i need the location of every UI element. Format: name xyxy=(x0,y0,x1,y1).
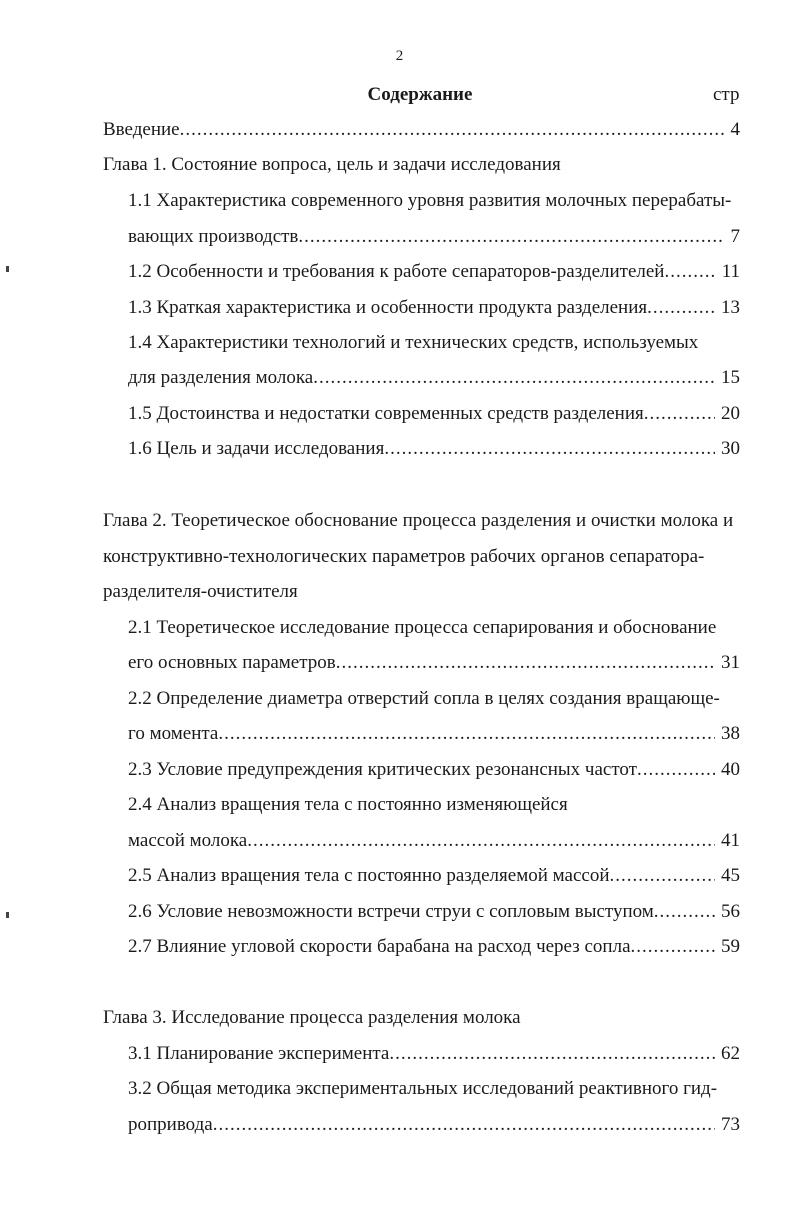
toc-entry-2-4[interactable] xyxy=(128,829,740,853)
toc-entry-1-3[interactable] xyxy=(128,296,740,320)
toc-entry-title: для разделения молока xyxy=(128,367,314,388)
toc-entry-page: 11 xyxy=(721,261,740,282)
toc-entry-2-4-line1: 2.4 Анализ вращения тела с постоянно изменяющейся xyxy=(128,794,568,815)
toc-entry-1-2[interactable] xyxy=(128,260,740,284)
toc-entry-page: 15 xyxy=(721,367,740,388)
toc-entry-page: 45 xyxy=(721,865,740,886)
leader-dots xyxy=(654,900,715,924)
toc-entry-title: ропривода xyxy=(128,1114,213,1135)
toc-entry-title: 2.5 Анализ вращения тела с постоянно разделяемой массой xyxy=(128,865,610,886)
leader-dots xyxy=(247,829,715,853)
toc-entry-2-1-line1: 2.1 Теоретическое исследование процесса сепарирования и обоснование xyxy=(128,617,717,638)
leader-dots xyxy=(336,651,715,675)
chapter2-heading-line3: разделителя-очистителя xyxy=(103,581,298,602)
toc-entry-title: его основных параметров xyxy=(128,652,336,673)
toc-entry-1-4[interactable] xyxy=(128,366,740,390)
chapter3-heading: Глава 3. Исследование процесса разделения молока xyxy=(103,1007,521,1028)
toc-entry-title: массой молока xyxy=(128,830,248,851)
leader-dots xyxy=(637,758,715,782)
toc-entry-2-2[interactable] xyxy=(128,722,740,746)
chapter1-heading: Глава 1. Состояние вопроса, цель и задачи исследования xyxy=(103,154,561,175)
toc-entry-title: 3.1 Планирование эксперимента xyxy=(128,1043,390,1064)
toc-entry-title: 1.2 Особенности и требования к работе сепараторов-разделителей xyxy=(128,261,665,282)
toc-entry-2-2-line1: 2.2 Определение диаметра отверстий сопла в целях создания вращающе- xyxy=(128,688,720,709)
leader-dots xyxy=(298,225,724,249)
leader-dots xyxy=(213,1113,715,1137)
toc-entry-title: 2.3 Условие предупреждения критических резонансных частот xyxy=(128,759,637,780)
toc-entry-title: го момента xyxy=(128,723,219,744)
leader-dots xyxy=(180,118,725,142)
leader-dots xyxy=(610,864,715,888)
toc-entry-1-1-line1: 1.1 Характеристика современного уровня развития молочных перерабаты- xyxy=(128,190,732,211)
leader-dots xyxy=(384,437,715,461)
toc-entry-page: 56 xyxy=(721,901,740,922)
toc-title: Содержание xyxy=(367,84,473,105)
toc-entry-2-1[interactable] xyxy=(128,651,740,675)
leader-dots xyxy=(647,296,715,320)
toc-entry-2-6[interactable] xyxy=(128,900,740,924)
chapter2-heading-line2: конструктивно-технологических параметров рабочих органов сепаратора- xyxy=(103,546,705,567)
leader-dots xyxy=(644,402,715,426)
chapter2-heading-line1: Глава 2. Теоретическое обоснование процесса разделения и очистки молока и xyxy=(103,510,734,531)
toc-entry-page: 62 xyxy=(721,1043,740,1064)
toc-entry-page: 13 xyxy=(721,297,740,318)
toc-entry-page: 20 xyxy=(721,403,740,424)
toc-entry-page: 30 xyxy=(721,438,740,459)
scan-speck xyxy=(6,266,9,272)
toc-entry-title: 1.6 Цель и задачи исследования xyxy=(128,438,385,459)
toc-entry-1-1[interactable] xyxy=(128,225,740,249)
toc-entry-2-5[interactable] xyxy=(128,864,740,888)
toc-entry-title: 2.6 Условие невозможности встречи струи с сопловым выступом xyxy=(128,901,654,922)
toc-entry-title: вающих производств xyxy=(128,226,299,247)
toc-entry-page: 40 xyxy=(721,759,740,780)
toc-entry-1-5[interactable] xyxy=(128,402,740,426)
leader-dots xyxy=(313,366,715,390)
toc-entry-page: 7 xyxy=(730,226,740,247)
toc-entry-page: 31 xyxy=(721,652,740,673)
toc-entry-intro[interactable] xyxy=(103,118,740,142)
toc-entry-title: Введение xyxy=(103,119,180,140)
page-number: 2 xyxy=(395,48,404,64)
leader-dots xyxy=(389,1042,715,1066)
toc-entry-1-6[interactable] xyxy=(128,437,740,461)
toc-entry-3-2-line1: 3.2 Общая методика экспериментальных исследований реактивного гид- xyxy=(128,1078,718,1099)
toc-entry-title: 2.7 Влияние угловой скорости барабана на расход через сопла xyxy=(128,936,631,957)
toc-entry-page: 59 xyxy=(721,936,740,957)
toc-entry-3-2[interactable] xyxy=(128,1113,740,1137)
toc-entry-page: 73 xyxy=(721,1114,740,1135)
toc-entry-3-1[interactable] xyxy=(128,1042,740,1066)
toc-entry-page: 4 xyxy=(730,119,740,140)
toc-entry-1-4-line1: 1.4 Характеристики технологий и технических средств, используемых xyxy=(128,332,699,353)
leader-dots xyxy=(631,935,716,959)
scan-speck xyxy=(6,912,9,918)
toc-entry-2-7[interactable] xyxy=(128,935,740,959)
leader-dots xyxy=(664,260,715,284)
page-column-label: стр xyxy=(713,84,740,105)
toc-entry-page: 38 xyxy=(721,723,740,744)
toc-entry-page: 41 xyxy=(721,830,740,851)
toc-entry-2-3[interactable] xyxy=(128,758,740,782)
toc-entry-title: 1.3 Краткая характеристика и особенности продукта разделения xyxy=(128,297,648,318)
leader-dots xyxy=(218,722,715,746)
toc-entry-title: 1.5 Достоинства и недостатки современных средств разделения xyxy=(128,403,644,424)
